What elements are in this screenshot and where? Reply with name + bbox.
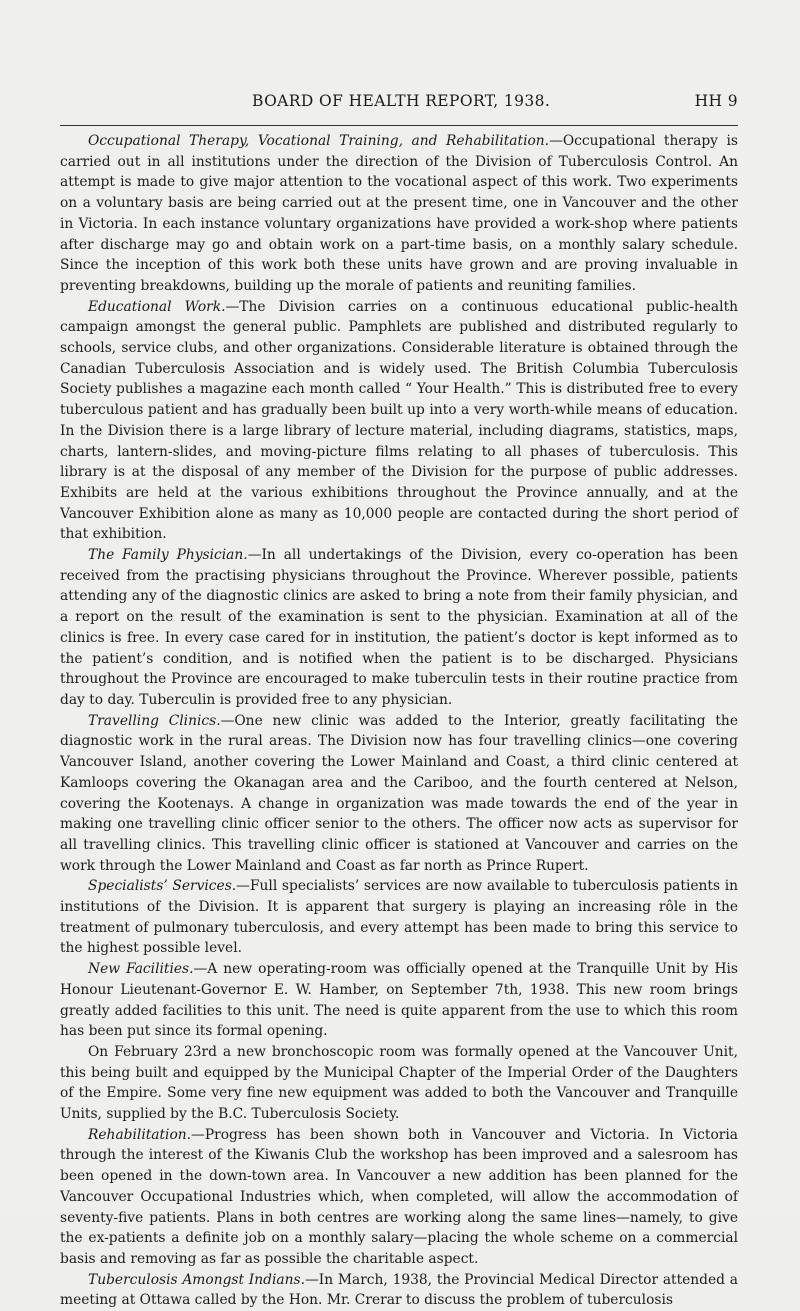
paragraph-text: On February 23rd a new bronchoscopic room was formally opened at the Vancouver Unit, this being built and equipped by the Municipal Chapter of the Imperial Order of the Daughters of the Empire. Some very fine new equipment was added to both the Vancouver and Tranquille Units, supplied by the B.C. Tuberculosis Society.	[60, 1043, 738, 1123]
paragraph-heading: Educational Work.	[88, 298, 226, 315]
paragraph-family-physician	[60, 545, 738, 711]
paragraph-heading: New Facilities.	[88, 961, 194, 978]
paragraph-heading: Travelling Clinics.	[88, 712, 221, 729]
paragraph-travelling-clinics	[60, 711, 738, 877]
paragraph-text: —Full specialists’ services are now available to tuberculosis patients in institutions of the Division. It is apparent that surgery is playing an increasing rôle in the treatment of pulmonary tuberculosis, and every attempt has been made to bring this service to the highest possible level.	[60, 878, 738, 957]
paragraph-heading: The Family Physician.	[88, 547, 248, 564]
paragraph-text: —The Division carries on a continuous educational public-health campaign amongst the general public. Pamphlets are published and distributed regularly to schools, service clubs, and other organizations. Considerable literature is obtained through the Canadian Tuberculosis Association and is widely used. The British Columbia Tuberculosis Society publishes a magazine each month called “ Your Health.” This is distributed free to every tuberculous patient and has gradually been built up into a very worth-while means of education. In the Division there is a large library of lecture material, including diagrams, statistics, maps, charts, lantern-slides, and moving-picture films relating to all phases of tuberculosis. This library is at the disposal of any member of the Division for the purpose of public addresses. Exhibits are held at the various exhibitions throughout the Province annually, and at the Vancouver Exhibition alone as many as 10,000 people are contacted during the short period of that exhibition.	[60, 298, 739, 543]
paragraph-rehabilitation	[60, 1125, 738, 1270]
paragraph-heading: Occupational Therapy, Vocational Training, and Rehabilitation.	[88, 133, 550, 149]
paragraph-occupational-therapy	[60, 131, 738, 297]
paragraph-text: —Progress has been shown both in Vancouver and Victoria. In Victoria through the interest of the Kiwanis Club the workshop has been improved and a salesroom has been opened in the down-town area. In Vancouver a new addition has been planned for the Vancouver Occupational Industries which, when completed, will allow the accommodation of seventy-five patients. Plans in both centres are working along the same lines—namely, to give the ex-patients a definite job on a monthly salary—placing the whole scheme on a commercial basis and removing as far as possible the charitable aspect.	[60, 1126, 738, 1267]
paragraph-heading: Rehabilitation.	[88, 1126, 192, 1143]
paragraph-text: —One new clinic was added to the Interior, greatly facilitating the diagnostic work in the rural areas. The Division now has four travelling clinics—one covering Vancouver Island, another covering the Lower Mainland and Coast, a third clinic centered at Kamloops covering the Okanagan area and the Cariboo, and the fourth centered at Nelson, covering the Kootenays. A change in organization was made towards the end of the year in making one travelling clinic officer senior to the others. The officer now acts as supervisor for all travelling clinics. This travelling clinic officer is stationed at Vancouver and carries on the work through the Lower Mainland and Coast as far north as Prince Rupert.	[60, 712, 738, 874]
report-title: BOARD OF HEALTH REPORT, 1938.	[252, 92, 551, 110]
body-text	[60, 131, 738, 1311]
paragraph-bronchoscopic-room	[60, 1042, 738, 1125]
paragraph-heading: Tuberculosis Amongst Indians.	[88, 1271, 305, 1288]
page-number: HH 9	[694, 92, 738, 110]
paragraph-text: —In March, 1938, the Provincial Medical Director attended a meeting at Ottawa called by the Hon. Mr. Crerar to discuss the problem of tuberculosis	[60, 1271, 738, 1309]
running-header	[60, 90, 738, 112]
paragraph-tuberculosis-indians	[60, 1270, 738, 1311]
paragraph-text: —In all undertakings of the Division, every co-operation has been received from the practising physicians throughout the Province. Wherever possible, patients attending any of the diagnostic clinics are asked to bring a note from their family physician, and a report on the result of the examination is sent to the physician. Examination at all of the clinics is free. In every case cared for in institution, the patient’s doctor is kept informed as to the patient’s condition, and is notified when the patient is to be discharged. Physicians throughout the Province are encouraged to make tuberculin tests in their routine practice from day to day. Tuberculin is provided free to any physician.	[60, 547, 739, 708]
paragraph-specialists-services	[60, 876, 738, 959]
header-rule	[60, 125, 738, 126]
paragraph-heading: Specialists’ Services.	[88, 878, 237, 895]
paragraph-educational-work	[60, 297, 738, 545]
paragraph-new-facilities	[60, 959, 738, 1042]
paragraph-text: —Occupational therapy is carried out in all institutions under the direction of the Division of Tuberculosis Control. An attempt is made to give major attention to the vocational aspect of this work. Two experiments on a voluntary basis are being carried out at the present time, one in Vancouver and the other in Victoria. In each instance voluntary organizations have provided a work-shop where patients after discharge may go and obtain work on a part-time basis, on a monthly salary schedule. Since the inception of this work both these units have grown and are proving invaluable in preventing breakdowns, building up the morale of patients and reuniting families.	[60, 133, 738, 294]
paragraph-text: —A new operating-room was officially opened at the Tranquille Unit by His Honour Lieutenant-Governor E. W. Hamber, on September 7th, 1938. This new room brings greatly added facilities to this unit. The need is quite apparent from the use to which this room has been put since its formal opening.	[60, 961, 738, 1040]
